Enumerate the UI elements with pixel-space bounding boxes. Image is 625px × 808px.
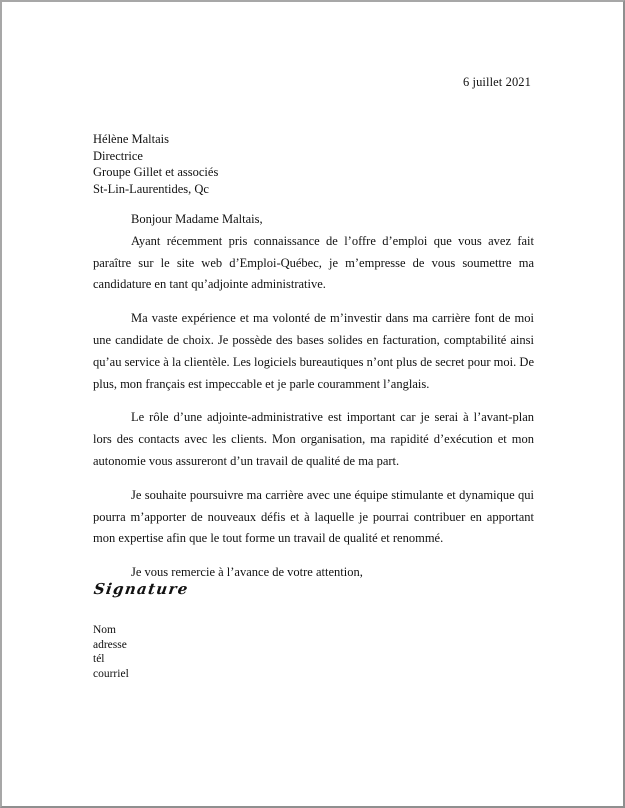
recipient-block (93, 131, 218, 197)
recipient-company: Groupe Gillet et associés (93, 165, 219, 179)
recipient-city: St-Lin-Laurentides, Qc (93, 181, 209, 196)
signature: Signature (92, 580, 190, 598)
paragraph-experience: Ma vaste expérience et ma volonté de m’investir dans ma carrière font de moi une candidate de choix. Je possède des bases solides en facturation, comptabilité ainsi qu’au service à la clientèle. Les logiciels bureautiques n’ont plus de secret pour moi. De plus, mon français est impeccable et je parle couramment l’anglais. (93, 311, 534, 391)
paragraph-role: Le rôle d’une adjointe-administrative est important car je serai à l’avant-plan lors des contacts avec les clients. Mon organisation, ma rapidité d’exécution et mon autonomie vous assureront d’un travail de qualité de ma part. (93, 410, 534, 468)
paragraph-closing: Je vous remercie à l’avance de votre attention, (131, 565, 363, 580)
contact-name: Nom (93, 624, 116, 636)
paragraph-career: Je souhaite poursuivre ma carrière avec une équipe stimulante et dynamique qui pourra m’apporter de nouveaux défis et à laquelle je pourrai contribuer en apportant mon expertise afin que le tout forme un travail de qualité et renommé. (93, 487, 534, 546)
letter-body (93, 209, 534, 596)
greeting: Bonjour Madame Maltais, (131, 212, 263, 226)
letter-date: 6 juillet 2021 (462, 75, 531, 89)
contact-email: courriel (93, 667, 129, 680)
contact-address: adresse (93, 638, 127, 651)
recipient-name: Hélène Maltais (93, 132, 170, 146)
paragraph-intro: Ayant récemment pris connaissance de l’offre d’emploi que vous avez fait paraître sur le site web d’Emploi-Québec, je m’empresse de vous soumettre ma candidature en tant qu’adjointe administrative. (93, 233, 534, 292)
contact-phone: tél (93, 653, 105, 665)
contact-block (93, 623, 129, 681)
recipient-title: Directrice (93, 148, 143, 163)
